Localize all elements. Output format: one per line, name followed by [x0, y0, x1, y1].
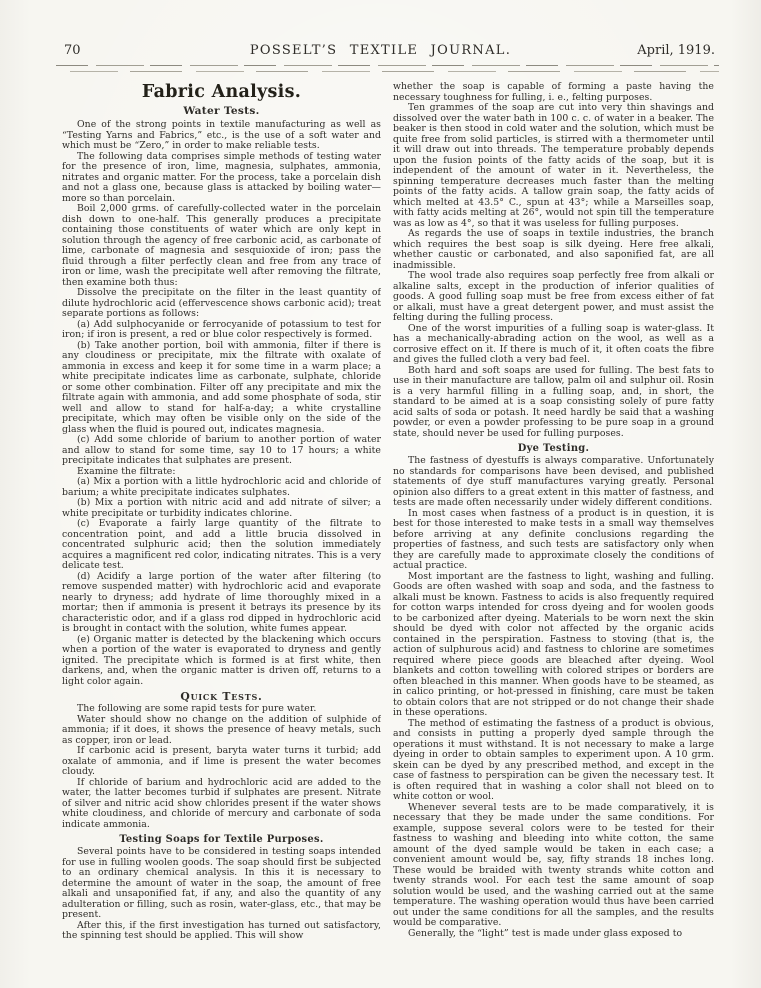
paragraph: Water should show no change on the addition of sulphide of ammonia; if it does, it shows the presence of heavy metals, such as copper, iron or lead. [62, 713, 381, 746]
paragraph: The following data comprises simple methods of testing water for the presence of iron, lime, magnesia, sulphates, ammonia, nitrates and organic matter. For the process, take a porcelain dish and not a glass one, because glass is attacked by boiling water—more so than porcelain. [62, 150, 381, 204]
left-column [62, 82, 381, 962]
article-title: Fabric Analysis. [141, 82, 302, 102]
paragraph: (a) Mix a portion with a little hydrochloric acid and chloride of barium; a white precipitate indicates sulphates. [62, 476, 381, 498]
journal-title: POSSELT’S TEXTILE JOURNAL. [249, 43, 512, 58]
paragraph: If chloride of barium and hydrochloric acid are added to the water, the latter becomes turbid if sulphates are present. Nitrate of silver and nitric acid show chlorides present if the water shows white cloudiness, and chloride of mercury and carbonate of soda indicate ammonia. [62, 776, 381, 830]
page-number: 70 [64, 43, 81, 58]
paragraph: After this, if the first investigation has turned out satisfactory, the spinning test should be applied. This will show [62, 919, 381, 941]
paragraph: Whenever several tests are to be made comparatively, it is necessary that they be made under the same conditions. For example, suppose several colors were to be tested for their fastness to washing and bleeding into white cotton, the same amount of the dyed sample would be taken in each case; a convenient amount would be, say, fifty strands 18 inches long. These would be braided with twenty strands white cotton and twenty strands wool. For each test the same amount of soap solution would be used, and the washing carried out at the same temperature. The washing operation would thus have been carried out under the same conditions for all the samples, and the results would be comparative. [393, 801, 714, 928]
section-heading-quick-tests: Quick Tests. [180, 690, 263, 703]
section-heading-dye-testing: Dye Testing. [517, 443, 590, 454]
paragraph: Most important are the fastness to light, washing and fulling. Goods are often washed with soap and soda, and the fastness to alkali must be known. Fastness to acids is also frequently required for cotton warps intended for cross dyeing and for woolen goods to be carbonized after dyeing. Materials to be worn next the skin should be dyed with color not affected by the organic acids contained in the perspiration. Fastness to stoving (that is, the action of sulphurous acid) and fastness to chlorine are sometimes required where piece goods are bleached after dyeing. Wool blankets and cotton towelling with colored stripes or borders are often bleached in this manner. When goods have to be steamed, as in calico printing, or hot-pressed in finishing, care must be taken to obtain colors that are not stripped or do not change their shade in these operations. [393, 570, 714, 718]
paragraph: (b) Mix a portion with nitric acid and add nitrate of silver; a white precipitate or turbidity indicates chlorine. [62, 497, 381, 519]
header-rule-bottom [56, 71, 719, 72]
section-heading-water-tests: Water Tests. [183, 105, 260, 117]
paragraph: The wool trade also requires soap perfectly free from alkali or alkaline salts, except in the production of inferior qualities of goods. A good fulling soap must be free from excess either of fat or alkali, must have a great detergent power, and must assist the felting during the fulling process. [393, 270, 714, 323]
paragraph: Dissolve the precipitate on the filter in the least quantity of dilute hydrochloric acid (effervescence shows carbonic acid); treat separate portions as follows: [62, 287, 381, 319]
paragraph: Several points have to be considered in testing soaps intended for use in fulling woolen goods. The soap should first be subjected to an ordinary chemical analysis. In this it is necessary to determine the amount of water in the soap, the amount of free alkali and unsaponified fat, if any, and also the quantity of any adulteration or filling, such as rosin, water-glass, etc., that may be present. [62, 846, 381, 920]
paragraph: Generally, the “light” test is made under glass exposed to [408, 927, 683, 939]
right-column [393, 82, 714, 962]
paragraph: One of the strong points in textile manufacturing as well as “Testing Yarns and Fabrics,” etc., is the use of a soft water and which must be “Zero,” in order to make reliable tests. [62, 119, 381, 151]
paragraph: (c) Add some chloride of barium to another portion of water and allow to stand for some time, say 10 to 17 hours; a white precipitate indicates that sulphates are present. [62, 434, 381, 466]
paragraph: (e) Organic matter is detected by the blackening which occurs when a portion of the water is evaporated to dryness and gently ignited. The precipitate which is formed is at first white, then darkens, and, when the organic matter is driven off, returns to a light color again. [62, 633, 381, 687]
issue-date: April, 1919. [637, 43, 715, 58]
paragraph: (b) Take another portion, boil with ammonia, filter if there is any cloudiness or precipitate, mix the filtrate with oxalate of ammonia in excess and keep it for some time in a warm place; a white precipitate indicates lime as carbonate, sulphate, chloride or some other combination. Filter off any precipitate and mix the filtrate again with ammonia, and add some phosphate of soda, stir well and allow to stand for half-a-day; a white crystalline precipitate, which may often be visible only on the side of the glass when the fluid is poured out, indicates magnesia. [62, 339, 381, 435]
paragraph: Ten grammes of the soap are cut into very thin shavings and dissolved over the water bath in 100 c. c. of water in a beaker. The beaker is then stood in cold water and the solution, which must be quite free from solid particles, is stirred with a thermometer until it will draw out into threads. The temperature probably depends upon the fusion points of the fatty acids of the soap, but it is independent of the amount of water in it. Nevertheless, the spinning temperature decreases much faster than the melting points of the fatty acids. A tallow grain soap, the fatty acids of which melted at 43.5° C., spun at 43°; while a Marseilles soap, with fatty acids melting at 26°, would not spin till the temperature was as low as 4°, so that it was useless for fulling purposes. [393, 102, 714, 229]
paragraph: The method of estimating the fastness of a product is obvious, and consists in putting a properly dyed sample through the operations it must withstand. It is not necessary to make a large dyeing in order to obtain samples to experiment upon. A 10 grm. skein can be dyed by any prescribed method, and except in the case of fastness to perspiration can be given the necessary test. It is often required that in washing a color shall not bleed on to white cotton or wool. [393, 717, 714, 802]
paragraph: The fastness of dyestuffs is always comparative. Unfortunately no standards for comparisons have been devised, and published statements of dye stuff manufactures varying greatly. Personal opinion also differs to a great extent in this matter of fastness, and tests are made often necessarily under widely different conditions. [393, 455, 714, 508]
paragraph: Both hard and soft soaps are used for fulling. The best fats to use in their manufacture are tallow, palm oil and sulphur oil. Rosin is a very harmful filling in a fulling soap, and, in short, the standard to be aimed at is a soap consisting solely of pure fatty acid salts of soda or potash. It need hardly be said that a washing powder, or even a powder professing to be pure soap in a ground state, should never be used for fulling purposes. [393, 364, 714, 439]
paragraph: The following are some rapid tests for pure water. [77, 703, 317, 714]
paragraph: Boil 2,000 grms. of carefully-collected water in the porcelain dish down to one-half. This generally produces a precipitate containing those constituents of water which are only kept in solution through the agency of free carbonic acid, as carbonate of lime, carbonate of magnesia and sesquioxide of iron; pass the fluid through a filter perfectly clean and free from any trace of iron or lime, wash the precipitate well after removing the filtrate, then examine both thus: [62, 203, 381, 288]
paragraph: whether the soap is capable of forming a paste having the necessary toughness for fulling, i. e., felting purposes. [393, 82, 714, 103]
header-rule-top [56, 65, 719, 66]
section-heading-testing-soaps: Testing Soaps for Textile Purposes. [119, 834, 324, 845]
paragraph: (d) Acidify a large portion of the water after filtering (to remove suspended matter) with hydrochloric acid and evaporate nearly to dryness; add hydrate of lime thoroughly mixed in a mortar; then if ammonia is present it betrays its presence by its characteristic odor, and if a glass rod dipped in hydrochloric acid is brought in contact with the solution, white fumes appear. [62, 570, 381, 634]
paragraph: One of the worst impurities of a fulling soap is water-glass. It has a mechanically-abrading action on the wool, as well as a corrosive effect on it. If there is much of it, it often coats the fibre and gives the fulled cloth a very bad feel. [393, 322, 714, 365]
paragraph: As regards the use of soaps in textile industries, the branch which requires the best soap is silk dyeing. Here free alkali, whether caustic or carbonated, and also saponified fat, are all inadmissible. [393, 228, 714, 271]
paragraph: (a) Add sulphocyanide or ferrocyanide of potassium to test for iron; if iron is present, a red or blue color respectively is formed. [62, 318, 381, 340]
paragraph: If carbonic acid is present, baryta water turns it turbid; add oxalate of ammonia, and if lime is present the water becomes cloudy. [62, 745, 381, 777]
paragraph: (c) Evaporate a fairly large quantity of the filtrate to concentration point, and add a little brucia dissolved in concentrated sulphuric acid; then the solution immediately acquires a magnificent red color, indicating nitrates. This is a very delicate test. [62, 518, 381, 571]
paragraph: Examine the filtrate: [77, 465, 176, 477]
paragraph: In most cases when fastness of a product is in question, it is best for those interested to make tests in a small way themselves before arriving at any definite conclusions regarding the properties of fastness, and such tests are satisfactory only when they are carefully made to approximate closely the conditions of actual practice. [393, 507, 714, 571]
